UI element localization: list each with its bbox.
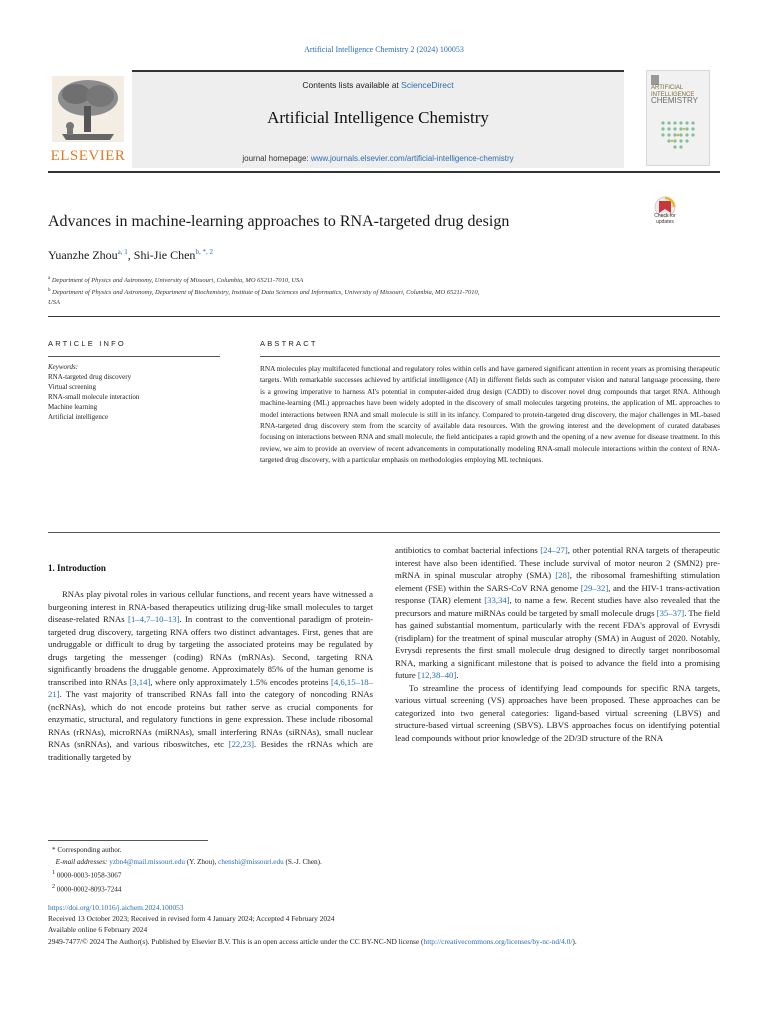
email-owner: (Y. Zhou), <box>184 857 219 866</box>
citation-link[interactable]: [4,6,15–18–21] <box>48 676 373 699</box>
keyword-item: RNA-targeted drug discovery <box>48 373 132 381</box>
keywords-block <box>48 362 228 422</box>
body-text: . The field has gained substantial momentum, particularly with the recent FDA's approval of Evrysdi (risdiplam) for the treatment of spinal muscular atrophy (SMA) in August of 2020. Notably, Evrysdi represents the first small molecule drug designed to directly target nonribosomal RNA, marking a significant milestone that is poised to advance the field into a promising future <box>395 607 720 680</box>
available-online: Available online 6 February 2024 <box>48 925 148 935</box>
affiliation-text: USA <box>48 299 60 307</box>
affiliation-text: Department of Physics and Astronomy, Department of Biochemistry, Institute of Data Sciences and Informatics, University of Missouri, Columbia, MO 65211-7010, <box>52 289 480 297</box>
citation-link[interactable]: [22,23] <box>228 739 255 749</box>
elsevier-mini-logo-icon <box>651 75 659 85</box>
author-name[interactable]: Yuanzhe Zhou <box>48 248 118 262</box>
author-marks[interactable]: b, *, 2 <box>195 248 213 256</box>
body-paragraph <box>48 588 373 763</box>
orcid-id: 0000-0002-8093-7244 <box>56 885 122 894</box>
keyword-item: Virtual screening <box>48 383 96 391</box>
cover-line-1: ARTIFICIAL <box>651 85 684 91</box>
affiliation-mark: b <box>48 288 51 294</box>
citation-link[interactable]: [35–37] <box>656 607 685 618</box>
citation-link[interactable]: [28] <box>555 570 570 580</box>
contents-prefix: Contents lists available at <box>302 80 402 90</box>
email-label: E-mail addresses: <box>55 857 108 866</box>
keyword-item: RNA-small molecule interaction <box>48 393 140 401</box>
author-marks[interactable]: a, 1 <box>117 248 128 256</box>
body-paragraph <box>395 544 720 682</box>
check-for-updates-label: Check for updates <box>654 213 676 225</box>
author-separator: , <box>127 248 134 262</box>
affiliation-item <box>48 286 648 298</box>
article-title: Advances in machine-learning approaches to RNA-targeted drug design <box>48 213 510 230</box>
body-text: RNAs play pivotal roles in various cellular functions, and recent years have witnessed a burgeoning interest in RNA-based therapeutics utilizing drug-like small molecules to target disease-related RNAs <box>48 589 373 624</box>
journal-masthead <box>48 70 720 166</box>
body-text: . <box>456 670 459 680</box>
elsevier-wordmark: ELSEVIER <box>50 148 126 164</box>
keyword-item: Machine learning <box>48 403 98 411</box>
author-name[interactable]: Shi-Jie Chen <box>133 248 196 262</box>
footnote-mark: 1 <box>52 870 55 877</box>
cover-title <box>651 85 709 105</box>
email-link[interactable]: chenshi@missouri.edu <box>218 857 284 866</box>
affiliation-list <box>48 274 648 308</box>
license-link[interactable]: http://creativecommons.org/licenses/by-nc-nd/4.0/ <box>423 936 573 946</box>
body-text: antibiotics to combat bacterial infections <box>395 545 541 555</box>
citation-link[interactable]: [3,14] <box>129 676 151 687</box>
contents-line <box>132 80 624 90</box>
abstract-heading: ABSTRACT <box>260 339 318 348</box>
body-column-left <box>48 588 373 763</box>
homepage-label: journal homepage: <box>242 154 311 163</box>
body-text: , the ribosomal frameshifting stimulation element (FSE) within the SARS-CoV RNA genome <box>395 570 720 593</box>
masthead-rule <box>48 171 720 173</box>
journal-citation[interactable]: Artificial Intelligence Chemistry 2 (2024) 100053 <box>304 45 464 54</box>
body-text: . Besides the rRNAs which are traditionally targeted by <box>48 739 373 762</box>
footnote-orcid <box>52 882 712 896</box>
footnotes <box>52 845 712 896</box>
orcid-id: 0000-0003-1058-3067 <box>56 871 122 880</box>
citation-link[interactable]: [24–27] <box>540 545 568 555</box>
license-text: 2949-7477/© 2024 The Author(s). Published by Elsevier B.V. This is an open access article under the CC BY-NC-ND license ( <box>48 936 424 946</box>
footnote-orcid <box>52 868 712 882</box>
footnote-corresponding: * Corresponding author. <box>52 846 122 854</box>
author-list <box>48 248 648 263</box>
sciencedirect-link[interactable]: ScienceDirect <box>401 80 454 90</box>
footnote-mark: 2 <box>52 884 55 891</box>
citation-link[interactable]: [1–4,7–10–13] <box>128 614 180 624</box>
body-text: . The vast majority of transcribed RNAs fall into the category of noncoding RNAs (ncRNAs), which do not encode proteins but rather serve as crucial components for enzymatic, structural, and regulatory functions in gene expression. These include ribosomal RNAs (rRNAs), microRNAs (miRNAs), small interfering RNAs (siRNAs), small nuclear RNAs (snRNAs), and various riboswitches, etc <box>48 689 373 749</box>
abstract-rule <box>260 356 720 357</box>
keyword-item: Artificial intelligence <box>48 413 109 421</box>
journal-info-box <box>132 70 624 168</box>
body-text: , other potential RNA targets of therapeutic interest have also been identified. These include survival of motor neuron 2 (SMN2) pre-mRNA in spinal muscular atrophy (SMA) <box>395 545 720 580</box>
section-heading-introduction: 1. Introduction <box>48 563 106 573</box>
publication-details <box>48 902 720 947</box>
footnote-text: Corresponding author. <box>57 846 122 854</box>
license-statement <box>48 936 720 947</box>
abstract-text: RNA molecules play multifaceted functional and regulatory roles within cells and have garnered significant attention in recent years as promising therapeutic targets. With remarkable successes achieved by artificial intelligence (AI) in different fields such as computer vision and natural language processing, there is a growing imperative to harness AI's potential in computer-aided drug design (CADD) to discover novel drug compounds that target RNA. Although machine-learning (ML) approaches have been widely adopted in the discovery of small molecules targeting proteins, the application of ML approaches to model interactions between RNA and small molecule is still in its infancy. Compared to protein-targeted drug discovery, the major challenges in ML-based RNA-targeted drug discovery stem from the scarcity of available data resources. With the growing interest and the development of curated databases focusing on interactions between RNA and small molecule, the field anticipates a rapid growth and the opening of a new avenue for disease treatment. In this review, we aim to provide an overview of recent advancements in computationally modeling RNA-small molecule interactions within the context of RNA-targeted drug discovery, with a particular emphasis on methodologies employing ML techniques. <box>260 364 720 465</box>
homepage-line <box>132 154 624 163</box>
footnote-rule <box>48 840 208 841</box>
journal-cover-thumbnail[interactable] <box>646 70 710 166</box>
elsevier-tree-icon <box>52 76 124 142</box>
title-block-rule <box>48 316 720 317</box>
citation-link[interactable]: [29–32] <box>580 582 609 593</box>
affiliation-item <box>48 274 648 286</box>
body-text: , where only approximately 1.5% encodes proteins <box>150 676 331 687</box>
cover-line-3: CHEMISTRY <box>651 96 698 105</box>
email-owner: (S.-J. Chen). <box>283 857 322 866</box>
citation-link[interactable]: [12,38–40] <box>417 670 457 680</box>
citation-link[interactable]: [33,34] <box>484 595 510 605</box>
license-text: ). <box>572 936 577 946</box>
affiliation-item <box>48 298 648 308</box>
journal-title: Artificial Intelligence Chemistry <box>267 108 489 127</box>
cover-pattern-icon <box>657 117 701 157</box>
body-paragraph: To streamline the process of identifying lead compounds for specific RNA targets, various virtual screening (VS) approaches have been proposed. These approaches can be categorized into two general categories: ligand-based virtual screening (LBVS) and structure-based virtual screening (SBVS). LBVS approaches focus on identifying potential lead compounds without prior knowledge of the 2D/3D structure of the RNA <box>395 682 720 743</box>
article-info-heading: ARTICLE INFO <box>48 339 126 348</box>
body-column-right <box>395 544 720 744</box>
abstract-bottom-rule <box>48 532 720 533</box>
journal-homepage-link[interactable]: www.journals.elsevier.com/artificial-intelligence-chemistry <box>310 154 514 163</box>
cover-line-2: INTELLIGENCE <box>651 91 695 98</box>
keywords-label: Keywords: <box>48 363 79 371</box>
doi-link[interactable]: https://doi.org/10.1016/j.aichem.2024.100053 <box>48 903 184 912</box>
received-dates: Received 13 October 2023; Received in revised form 4 January 2024; Accepted 4 February 2024 <box>48 914 335 924</box>
body-text: . In contrast to the conventional paradigm of protein-targeted drug discovery, targeting RNA offers two distinct advantages. First, genes that are undruggable or difficult to drug by targeting the associated proteins may be regulated by drugs targeting the messenger (coding) RNAs (mRNAs). Second, targeting RNA significantly broadens the druggable genome. Approximately 85% of the human genome is transcribed into RNAs <box>48 614 373 687</box>
elsevier-logo[interactable] <box>48 70 128 166</box>
affiliation-text: Department of Physics and Astronomy, University of Missouri, Columbia, MO 65211-7010, USA <box>51 277 304 285</box>
article-info-rule <box>48 356 220 357</box>
footnote-emails <box>52 857 712 869</box>
body-text: , and the HIV-1 trans-activation response (TAR) element <box>395 582 720 605</box>
affiliation-mark: a <box>48 276 51 281</box>
email-link[interactable]: yzbn4@mail.missouri.edu <box>109 857 185 866</box>
body-text: , to name a few. Recent studies have also revealed that the precursors and mature miRNAs could be targeted by small molecule drugs <box>395 595 721 618</box>
